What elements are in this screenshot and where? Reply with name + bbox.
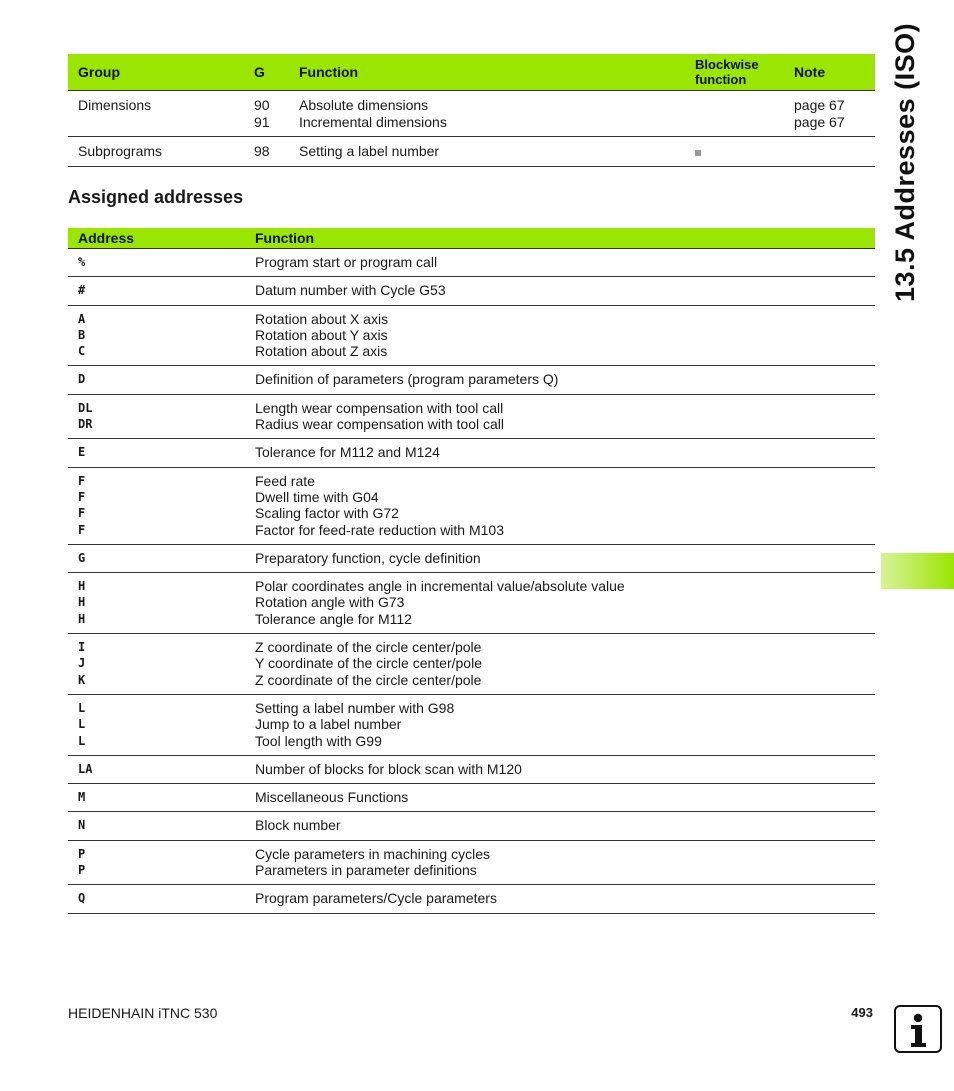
address-code: A	[78, 311, 86, 326]
function-text: Miscellaneous Functions	[255, 789, 409, 806]
address-cell	[68, 784, 245, 812]
function-cell	[245, 694, 875, 755]
function-text: Program start or program call	[255, 254, 438, 270]
function-text: Cycle parameters in machining cycles	[255, 845, 490, 862]
address-cell	[68, 544, 245, 572]
table-row	[68, 812, 875, 840]
group-cell: Subprograms	[68, 137, 244, 167]
function-text: Tolerance for M112 and M124	[255, 444, 440, 461]
header-group: Group	[68, 54, 244, 91]
address-code: L	[78, 700, 86, 715]
function-text: Block number	[255, 817, 341, 834]
address-code: C	[78, 344, 86, 359]
function-text: Z coordinate of the circle center/pole	[255, 639, 482, 656]
g-function-table-header	[68, 54, 875, 91]
table-row	[68, 885, 875, 913]
address-code: DR	[78, 417, 93, 432]
table-row	[68, 249, 875, 277]
function-text: Setting a label number	[299, 143, 440, 159]
function-text: Rotation angle with G73	[255, 594, 405, 611]
table-row	[68, 394, 875, 439]
address-code: G	[78, 550, 86, 565]
note-cell	[784, 137, 875, 167]
address-cell	[68, 573, 245, 634]
function-text: Datum number with Cycle G53	[255, 282, 446, 299]
function-cell	[245, 840, 875, 885]
address-code: LA	[78, 761, 93, 776]
function-cell	[245, 812, 875, 840]
function-text: Feed rate	[255, 472, 315, 489]
address-code: P	[78, 846, 86, 861]
address-cell	[68, 305, 245, 366]
function-cell	[245, 366, 875, 394]
address-code: L	[78, 717, 86, 732]
address-code: F	[78, 473, 86, 488]
table-row	[68, 784, 875, 812]
function-cell	[245, 755, 875, 783]
function-text: Length wear compensation with tool call	[255, 399, 504, 416]
address-code: H	[78, 579, 86, 594]
address-cell	[68, 467, 245, 544]
g-function-table	[68, 54, 875, 167]
function-text: Preparatory function, cycle definition	[255, 549, 481, 566]
function-text: Scaling factor with G72	[255, 505, 399, 522]
address-table-body	[68, 249, 875, 914]
function-text: Polar coordinates angle in incremental value/absolute value	[255, 578, 625, 595]
header-blockwise-line: function	[695, 72, 747, 87]
header-function: Function	[245, 228, 875, 249]
table-row	[68, 573, 875, 634]
function-text: Rotation about Z axis	[255, 343, 388, 360]
function-cell	[245, 784, 875, 812]
function-cell	[245, 467, 875, 544]
function-text: Radius wear compensation with tool call	[255, 416, 505, 433]
function-text: Number of blocks for block scan with M120	[255, 760, 522, 777]
address-cell	[68, 812, 245, 840]
address-cell	[68, 634, 245, 695]
address-cell	[68, 439, 245, 467]
table-row	[68, 137, 875, 167]
table-row	[68, 305, 875, 366]
address-code: F	[78, 506, 86, 521]
function-cell	[245, 573, 875, 634]
header-g: G	[244, 54, 289, 91]
function-text: Tool length with G99	[255, 732, 382, 749]
address-code: I	[78, 640, 86, 655]
section-heading: Assigned addresses	[68, 187, 244, 207]
address-code: H	[78, 595, 86, 610]
function-cell	[245, 544, 875, 572]
function-text: Parameters in parameter definitions	[255, 862, 477, 879]
address-cell	[68, 694, 245, 755]
address-code: H	[78, 611, 86, 626]
address-code: #	[78, 283, 86, 298]
square-bullet-icon	[695, 150, 701, 156]
g-code: 91	[254, 113, 270, 130]
address-code: D	[78, 372, 86, 387]
address-code: F	[78, 489, 86, 504]
function-text: Tolerance angle for M112	[255, 610, 412, 627]
table-row	[68, 544, 875, 572]
address-cell	[68, 885, 245, 913]
page-reference: page 67	[794, 97, 845, 113]
function-text: Setting a label number with G98	[255, 699, 455, 716]
address-cell	[68, 249, 245, 277]
table-row	[68, 755, 875, 783]
address-code: K	[78, 672, 86, 687]
function-text: Jump to a label number	[255, 716, 402, 733]
chapter-side-title: 13.5 Addresses (ISO)	[890, 22, 920, 302]
function-cell	[245, 439, 875, 467]
address-cell	[68, 277, 245, 305]
function-text: Y coordinate of the circle center/pole	[255, 655, 482, 672]
address-code: M	[78, 790, 86, 805]
note-cell	[784, 91, 875, 137]
function-text: Incremental dimensions	[299, 113, 447, 130]
g-code: 90	[254, 97, 270, 113]
address-table	[68, 228, 875, 914]
function-text: Absolute dimensions	[299, 97, 429, 113]
group-cell: Dimensions	[68, 91, 244, 137]
function-cell	[289, 137, 689, 167]
address-code: J	[78, 656, 86, 671]
g-code: 98	[254, 143, 270, 159]
function-text: Dwell time with G04	[255, 488, 379, 505]
function-cell	[245, 249, 875, 277]
table-row	[68, 694, 875, 755]
address-code: P	[78, 863, 86, 878]
function-cell	[289, 91, 689, 137]
table-row	[68, 91, 875, 137]
blockwise-cell	[689, 137, 784, 167]
address-code: Q	[78, 891, 86, 906]
address-cell	[68, 755, 245, 783]
chapter-tab-marker	[881, 553, 954, 589]
function-text: Program parameters/Cycle parameters	[255, 890, 497, 907]
function-cell	[245, 634, 875, 695]
function-text: Definition of parameters (program parameters Q)	[255, 371, 559, 388]
address-code: L	[78, 733, 86, 748]
footer-brand: HEIDENHAIN iTNC 530	[68, 1005, 218, 1021]
header-address: Address	[68, 228, 245, 249]
header-blockwise	[689, 54, 784, 91]
address-code: %	[78, 255, 86, 269]
address-cell	[68, 366, 245, 394]
address-code: DL	[78, 400, 93, 415]
address-code: E	[78, 445, 86, 460]
address-code: N	[78, 818, 86, 833]
function-cell	[245, 885, 875, 913]
function-text: Z coordinate of the circle center/pole	[255, 671, 482, 688]
address-code: F	[78, 522, 86, 537]
g-cell	[244, 137, 289, 167]
table-row	[68, 467, 875, 544]
function-text: Rotation about X axis	[255, 310, 389, 327]
table-row	[68, 439, 875, 467]
info-glyph	[896, 1007, 940, 1051]
table-row	[68, 634, 875, 695]
header-blockwise-line: Blockwise	[695, 57, 759, 72]
table-row	[68, 277, 875, 305]
address-cell	[68, 840, 245, 885]
g-cell	[244, 91, 289, 137]
page-number: 493	[851, 1005, 873, 1020]
address-code: B	[78, 327, 86, 342]
function-text: Factor for feed-rate reduction with M103	[255, 521, 505, 538]
address-table-header	[68, 228, 875, 249]
page-reference: page 67	[794, 113, 845, 130]
header-function: Function	[289, 54, 689, 91]
function-cell	[245, 394, 875, 439]
function-cell	[245, 277, 875, 305]
blockwise-cell	[689, 91, 784, 137]
table-row	[68, 366, 875, 394]
table-row	[68, 840, 875, 885]
function-cell	[245, 305, 875, 366]
header-note: Note	[784, 54, 875, 91]
address-cell	[68, 394, 245, 439]
function-text: Rotation about Y axis	[255, 326, 388, 343]
info-icon	[894, 1005, 942, 1053]
